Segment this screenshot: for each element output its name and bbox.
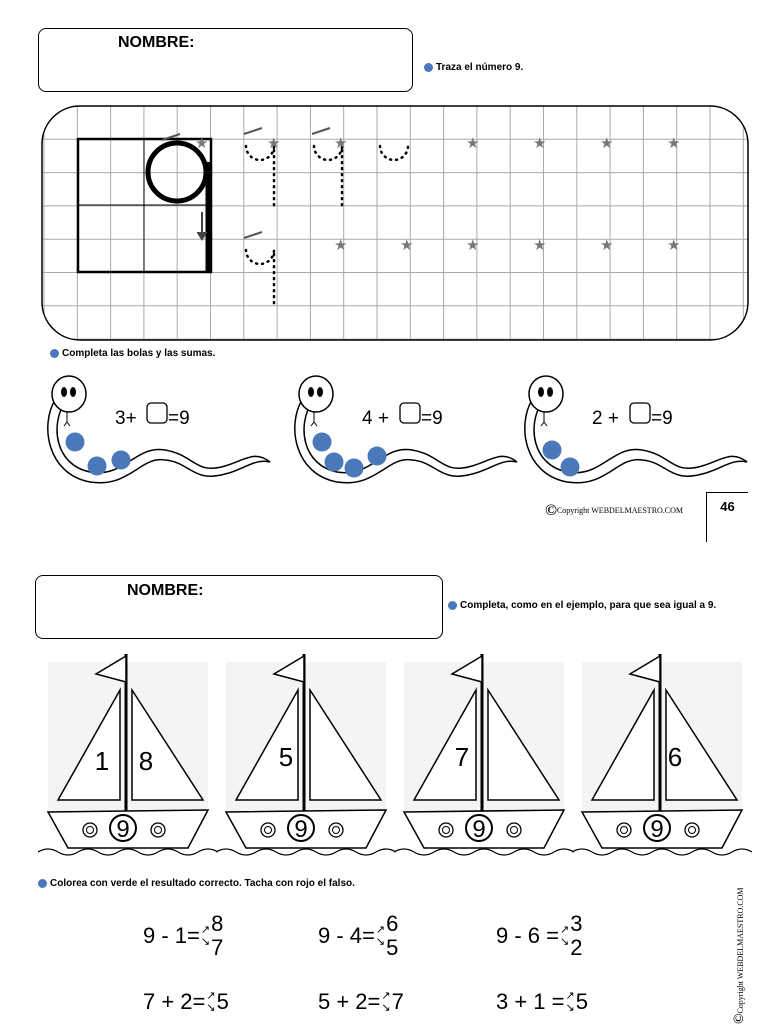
answer-box[interactable] (630, 403, 650, 423)
answer-option[interactable]: 7 (211, 935, 224, 960)
star-icon: ★ (195, 135, 209, 152)
star-icon: ★ (466, 135, 480, 152)
equation (318, 988, 404, 1015)
equation-right: =9 (421, 408, 443, 429)
ball (66, 433, 85, 452)
arrow-down-icon: ↘ (206, 1002, 216, 1015)
equation (318, 912, 398, 960)
star-icon: ★ (600, 237, 614, 254)
arrow-down-icon: ↘ (200, 936, 211, 948)
arrow-down-icon: ↘ (559, 936, 570, 948)
equation (143, 988, 229, 1015)
equation-right: =9 (168, 408, 190, 429)
snake (48, 376, 270, 483)
bullet-icon (424, 63, 433, 72)
answer-box[interactable] (147, 403, 167, 423)
bullet-icon (448, 601, 457, 610)
equation-right: =9 (651, 408, 673, 429)
equation (496, 912, 582, 960)
instruction-trace: Traza el número 9. (424, 62, 523, 73)
star-icon: ★ (334, 237, 348, 254)
answer-option[interactable]: 2 (570, 935, 583, 960)
answer-option[interactable]: 8 (211, 911, 224, 936)
equation-expression: 7 + 2= (143, 989, 206, 1015)
answer-option[interactable]: 5 (386, 935, 399, 960)
snake (295, 376, 517, 483)
equation-expression: 9 - 6 = (496, 923, 559, 948)
answer-option[interactable]: 5 (216, 989, 229, 1015)
sailboat (572, 654, 752, 855)
answer-box[interactable] (400, 403, 420, 423)
bullet-icon (50, 349, 59, 358)
equation-expression: 5 + 2= (318, 989, 381, 1015)
equation-expression: 9 - 4= (318, 923, 375, 948)
star-icon: ★ (267, 135, 281, 152)
copyright-label: ©Copyright WEBDELMAESTRO.COM (545, 502, 684, 519)
answer-option[interactable]: 3 (570, 911, 583, 936)
vertical-copyright: ©Copyright WEBDELMAESTRO.COM (732, 887, 747, 1024)
name-label: NOMBRE: (127, 582, 204, 599)
boats-row (38, 652, 758, 867)
arrow-up-icon: ↗ (381, 990, 391, 1003)
sail-right-number: 6 (667, 742, 683, 772)
arrow-down-icon: ↘ (375, 936, 386, 948)
equation-expression: 3 + 1 = (496, 989, 565, 1015)
equation-left: 3+ (115, 408, 137, 429)
page-number: 46 (706, 492, 748, 542)
ball (88, 457, 107, 476)
sail-left-number: 1 (94, 746, 110, 776)
snakes-row (40, 370, 768, 485)
sailboat (38, 654, 218, 855)
sail-right-number: 5 (278, 742, 294, 772)
hull-number: 9 (650, 816, 664, 843)
hull-number: 9 (472, 816, 486, 843)
star-icon: ★ (600, 135, 614, 152)
equation (143, 912, 223, 960)
hull-number: 9 (294, 816, 308, 843)
instruction-color: Colorea con verde el resultado correcto. Tacha con rojo el falso. (38, 878, 355, 889)
star-icon: ★ (466, 237, 480, 254)
star-icon: ★ (667, 135, 681, 152)
snake (525, 376, 747, 483)
name-box[interactable] (38, 28, 413, 92)
arrow-up-icon: ↗ (206, 990, 216, 1003)
star-icon: ★ (400, 237, 414, 254)
arrow-up-icon: ↗ (565, 990, 575, 1003)
answer-option[interactable]: 5 (575, 989, 588, 1015)
instruction-boats: Completa, como en el ejemplo, para que sea igual a 9. (448, 600, 716, 611)
sailboat (216, 654, 396, 855)
star-icon: ★ (334, 135, 348, 152)
star-icon: ★ (667, 237, 681, 254)
equation-expression: 9 - 1= (143, 923, 200, 948)
instruction-snakes: Completa las bolas y las sumas. (50, 348, 215, 359)
equation-left: 4 + (362, 408, 389, 429)
tracing-grid (40, 104, 750, 342)
equation (496, 988, 588, 1015)
arrow-up-icon: ↗ (559, 924, 570, 936)
star-icon: ★ (533, 135, 547, 152)
name-box[interactable] (35, 575, 443, 639)
hull-number: 9 (116, 816, 130, 843)
answer-option[interactable]: 6 (386, 911, 399, 936)
name-label: NOMBRE: (118, 34, 195, 51)
sail-right-number: 7 (454, 742, 470, 772)
ball (313, 433, 332, 452)
ball (368, 447, 387, 466)
arrow-up-icon: ↗ (375, 924, 386, 936)
star-icon: ★ (533, 237, 547, 254)
copyright-icon: © (732, 1013, 747, 1024)
ball (345, 459, 364, 478)
sailboat (394, 654, 574, 855)
bullet-icon (38, 879, 47, 888)
ball (561, 458, 580, 477)
ball (543, 441, 562, 460)
sail-right-number: 8 (138, 746, 154, 776)
arrow-up-icon: ↗ (200, 924, 211, 936)
ball (325, 453, 344, 472)
copyright-icon: © (545, 502, 557, 519)
ball (112, 451, 131, 470)
arrow-down-icon: ↘ (565, 1002, 575, 1015)
answer-option[interactable]: 7 (391, 989, 404, 1015)
arrow-down-icon: ↘ (381, 1002, 391, 1015)
equation-left: 2 + (592, 408, 619, 429)
